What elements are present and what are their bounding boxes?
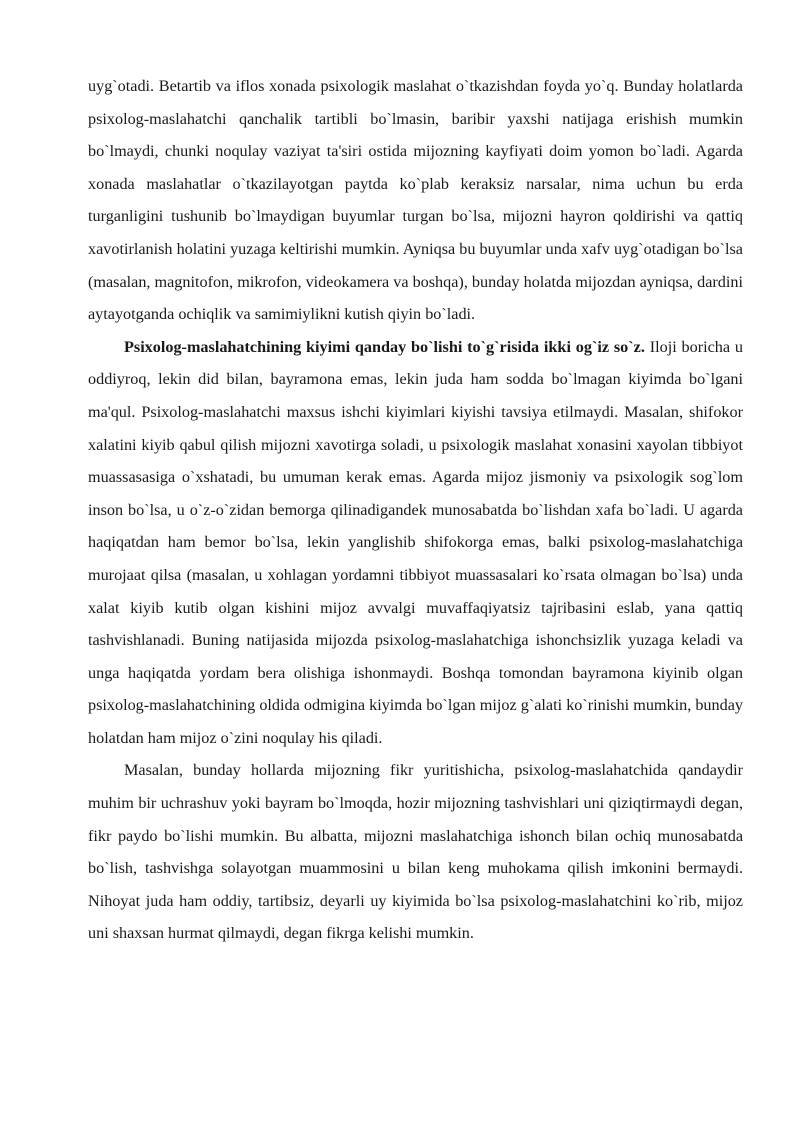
- paragraph-3-text: Masalan, bunday hollarda mijozning fikr yuritishicha, psixolog-maslahatchida qandaydir muhim bir uchrashuv yoki bayram bo`lmoqda, hozir mijozning tashvishlari uni qiziqtirmaydi degan, fikr paydo bo`lishi mumkin. Bu albatta, mijozni maslahatchiga ishonch bilan ochiq munosabatda bo`lish, tashvishga solayotgan muammosini u bilan keng muhokama qilish imkonini bermaydi. Nihoyat juda ham oddiy, tartibsiz, deyarli uy kiyimida bo`lsa psixolog-maslahatchini ko`rib, mijoz uni shaxsan hurmat qilmaydi, degan fikrga kelishi mumkin.: [88, 761, 743, 943]
- paragraph-3: [88, 754, 743, 950]
- paragraph-2: [88, 331, 743, 755]
- document-page: [88, 70, 743, 950]
- paragraph-2-lead-heading: Psixolog-maslahatchining kiyimi qanday bo`lishi to`g`risida ikki og`iz so`z.: [124, 337, 645, 356]
- paragraph-2-text: Iloji boricha u oddiyroq, lekin did bilan, bayramona emas, lekin juda ham sodda bo`lmagan kiyimda bo`lgani ma'qul. Psixolog-maslahatchi maxsus ishchi kiyimlari kiyishi tavsiya etilmaydi. Masalan, shifokor xalatini kiyib qabul qilish mijozni xavotirga soladi, u psixologik maslahat xonasini xayolan tibbiyot muassasasiga o`xshatadi, bu umuman kerak emas. Agarda mijoz jismoniy va psixologik sog`lom inson bo`lsa, u o`z-o`zidan bemorga qilinadigandek munosabatda bo`lishdan xafa bo`ladi. U agarda haqiqatdan ham bemor bo`lsa, lekin yanglishib shifokorga emas, balki psixolog-maslahatchiga murojaat qilsa (masalan, u xohlagan yordamni tibbiyot muassasalari ko`rsata olmagan bo`lsa) unda xalat kiyib kutib olgan kishini mijoz avvalgi muvaffaqiyatsiz tajribasini eslab, yana qattiq tashvishlanadi. Buning natijasida mijozda psixolog-maslahatchiga ishonchsizlik yuzaga keladi va unga haqiqatda yordam bera olishiga ishonmaydi. Boshqa tomondan bayramona kiyinib olgan psixolog-maslahatchining oldida odmigina kiyimda bo`lgan mijoz g`alati ko`rinishi mumkin, bunday holatdan ham mijoz o`zini noqulay his qiladi.: [88, 337, 744, 747]
- paragraph-1: [88, 70, 743, 331]
- paragraph-1-text: uyg`otadi. Betartib va iflos xonada psixologik maslahat o`tkazishdan foyda yo`q. Bunday holatlarda psixolog-maslahatchi qanchalik tartibli bo`lmasin, baribir yaxshi natijaga erishish mumkin bo`lmaydi, chunki noqulay vaziyat ta'siri ostida mijozning kayfiyati doim yomon bo`ladi. Agarda xonada maslahatlar o`tkazilayotgan paytda ko`plab keraksiz narsalar, nima uchun bu erda turganligini tushunib bo`lmaydigan buyumlar turgan bo`lsa, mijozni hayron qoldirishi va qattiq xavotirlanish holatini yuzaga keltirishi mumkin. Ayniqsa bu buyumlar unda xafv uyg`otadigan bo`lsa (masalan, magnitofon, mikrofon, videokamera va boshqa), bunday holatda mijozdan ayniqsa, dardini aytayotganda ochiqlik va samimiylikni kutish qiyin bo`ladi.: [88, 77, 743, 324]
